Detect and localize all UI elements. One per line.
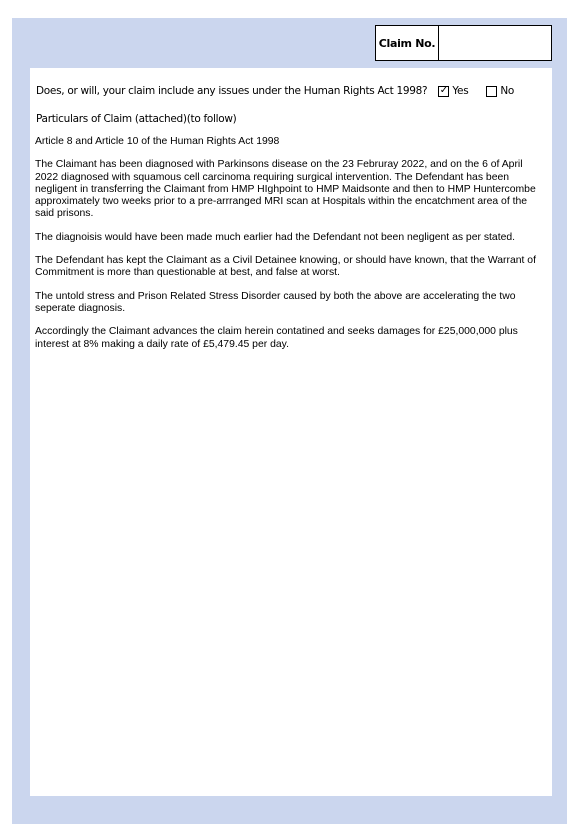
- claim-number-field[interactable]: [439, 26, 551, 60]
- paragraph-detainee: The Defendant has kept the Claimant as a Civil Detainee knowing, or should have known, that the Warrant of Commitment is more than questionable at best, and false at worst.: [35, 255, 536, 279]
- yes-option[interactable]: [438, 85, 468, 97]
- claim-number-box: [375, 25, 552, 61]
- no-checkbox[interactable]: [486, 86, 497, 97]
- paragraph-negligence: The diagnoisis would have been made much earlier had the Defendant not been negligent as per stated.: [35, 231, 516, 243]
- yes-checkbox[interactable]: ✓: [439, 85, 448, 96]
- paragraph-diagnosis: The Claimant has been diagnosed with Parkinsons disease on the 23 Februray 2022, and on the 6 of April 2022 diagnosed with squamous cell carcinoma requiring surgical intervention. The Defendant has been negligent in transferring the Claimant from HMP HIghpoint to HMP Maidsonte and then to HMP Huntercombe approximately two weeks prior to a pre-arrranged MRI scan at Hospitals within the encatchment area of the said prisons.: [35, 159, 536, 220]
- no-option[interactable]: [486, 85, 514, 97]
- paragraph-damages: Accordingly the Claimant advances the claim herein contatined and seeks damages for £25,000,000 plus interest at 8% making a daily rate of £5,479.45 per day.: [35, 326, 518, 350]
- no-label: No: [500, 85, 515, 97]
- claim-particulars-text: [35, 136, 547, 362]
- yes-label: Yes: [452, 85, 469, 97]
- claim-number-label: Claim No.: [376, 26, 439, 60]
- paragraph-stress: The untold stress and Prison Related Stress Disorder caused by both the above are accelerating the two seperate diagnosis.: [35, 290, 516, 314]
- paragraph-articles: Article 8 and Article 10 of the Human Rights Act 1998: [35, 136, 280, 147]
- human-rights-question-row: [36, 83, 546, 99]
- particulars-label: Particulars of Claim (attached)(to follow): [36, 113, 237, 125]
- claim-content-area: [30, 68, 552, 796]
- human-rights-question: Does, or will, your claim include any issues under the Human Rights Act 1998?: [36, 85, 428, 97]
